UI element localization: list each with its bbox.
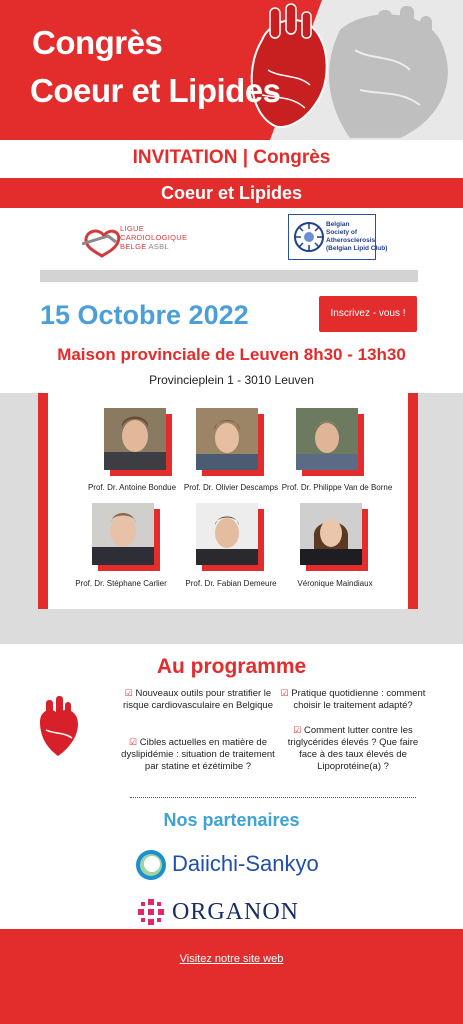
subtitle-banner: Coeur et Lipides	[0, 178, 463, 208]
speaker-photo-3	[296, 408, 364, 476]
speaker-portrait	[196, 408, 258, 470]
speaker-name-4: Prof. Dr. Stéphane Carlier	[75, 579, 167, 588]
ligue-line3: BELGE ASBL	[120, 242, 169, 251]
daiichi-emblem-icon	[134, 848, 168, 882]
organon-logo	[136, 896, 332, 928]
speaker-photo-2	[196, 408, 264, 476]
bsa-line2: Society of	[326, 229, 358, 236]
organon-wordmark: ORGANON	[172, 899, 299, 925]
hero-banner	[0, 0, 463, 140]
speaker-portrait	[196, 503, 258, 565]
card-right-accent	[408, 393, 418, 609]
gray-divider	[40, 270, 418, 282]
hero-title-line1: Congrès	[32, 24, 163, 61]
speaker-name-2: Prof. Dr. Olivier Descamps	[183, 483, 279, 492]
hero-background	[0, 0, 463, 140]
event-address: Provincieplein 1 - 3010 Leuven	[149, 373, 314, 387]
ligue-line2: CARDIOLOGIQUE	[120, 233, 188, 242]
partners-title: Nos partenaires	[163, 810, 300, 830]
speaker-name-1: Prof. Dr. Antoine Bondue	[87, 483, 177, 492]
speaker-name-3: Prof. Dr. Philippe Van de Borne	[281, 483, 393, 492]
program-item-2: ☑ Cibles actuelles en matière de dyslipidémie : situation de traitement par statine et ézétimibe ?	[121, 737, 275, 772]
event-date: 15 Octobre 2022	[40, 300, 249, 330]
checkbox-icon: ☑	[280, 688, 289, 698]
speaker-photo-5	[196, 503, 264, 571]
bsa-line3: Atherosclerosis	[326, 237, 376, 244]
program-item-4: ☑ Comment lutter contre les triglycérides élevés ? Que faire face à des taux élevés de Lipoprotéine(a) ?	[287, 725, 419, 772]
checkbox-icon: ☑	[293, 725, 302, 735]
speaker-portrait	[104, 408, 166, 470]
event-location: Maison provinciale de Leuven 8h30 - 13h30	[57, 345, 406, 364]
dotted-divider	[130, 797, 416, 798]
speaker-photo-6	[300, 503, 368, 571]
bsa-line4: (Belgian Lipid Club)	[326, 245, 388, 252]
checkbox-icon: ☑	[129, 737, 138, 747]
speaker-portrait	[92, 503, 154, 565]
bsa-logo-text	[326, 221, 387, 253]
speaker-portrait	[300, 503, 362, 565]
ligue-logo-text	[120, 224, 187, 251]
program-item-1: ☑ Nouveaux outils pour stratifier le risque cardiovasculaire en Belgique	[123, 688, 273, 711]
hero-title-line2: Coeur et Lipides	[30, 72, 281, 109]
organon-emblem-icon	[136, 897, 166, 927]
speaker-portrait	[296, 408, 358, 470]
speaker-photo-4	[92, 503, 160, 571]
program-title: Au programme	[156, 655, 307, 678]
heart-anatomy-icon	[32, 696, 84, 758]
speaker-name-6: Véronique Maindiaux	[297, 579, 373, 588]
daiichi-wordmark: Daiichi-Sankyo	[172, 851, 319, 876]
invitation-title: INVITATION | Congrès	[132, 147, 331, 168]
speaker-photo-1	[104, 408, 172, 476]
program-item-3: ☑ Pratique quotidienne : comment choisir le traitement adapté?	[280, 688, 426, 711]
bsa-emblem-icon	[292, 220, 326, 254]
footer	[0, 929, 463, 1024]
bsa-line1: Belgian	[326, 221, 350, 228]
register-button[interactable]: Inscrivez - vous !	[319, 296, 417, 332]
checkbox-icon: ☑	[124, 688, 133, 698]
ligue-line1: LIGUE	[120, 224, 145, 233]
daiichi-sankyo-logo	[134, 847, 334, 883]
card-left-accent	[38, 393, 48, 609]
gray-heart-illustration	[329, 6, 448, 138]
website-link[interactable]: Visitez notre site web	[179, 953, 284, 965]
speaker-name-5: Prof. Dr. Fabian Demeure	[185, 579, 277, 588]
